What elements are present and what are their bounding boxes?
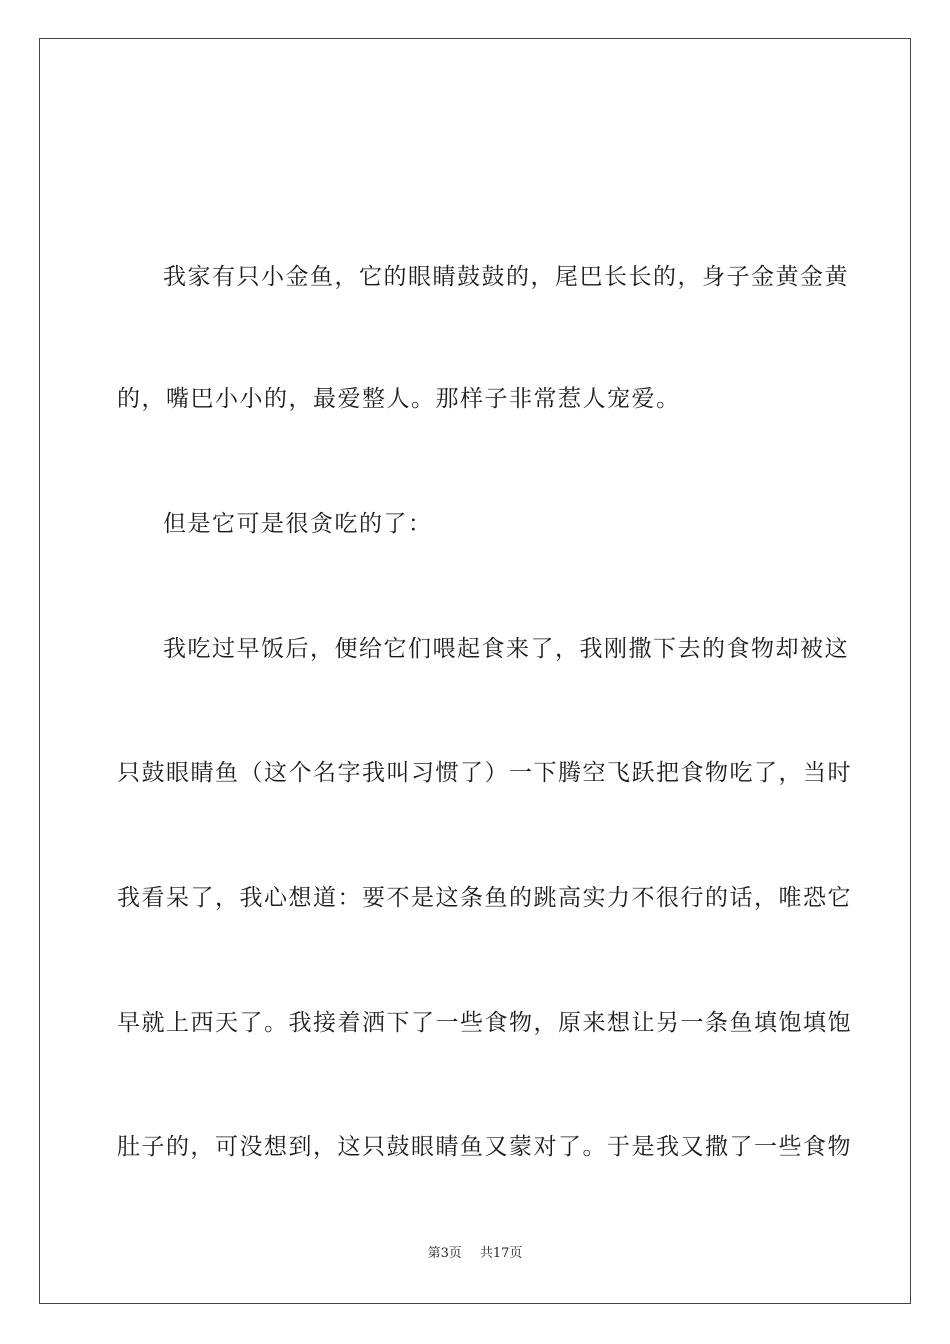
paragraph-3-line-4: 早就上西天了。我接着洒下了一些食物，原来想让另一条鱼填饱填饱 [117, 1010, 852, 1036]
paragraph-2-line-1: 但是它可是很贪吃的了： [163, 511, 433, 537]
page-footer [0, 1245, 950, 1263]
paragraph-3-line-2: 只鼓眼睛鱼（这个名字我叫习惯了）一下腾空飞跃把食物吃了，当时 [117, 760, 852, 786]
page-number: 第3页 [427, 1246, 462, 1261]
paragraph-3-line-1: 我吃过早饭后，便给它们喂起食来了，我刚撒下去的食物却被这 [163, 636, 849, 662]
paragraph-1-line-1: 我家有只小金鱼，它的眼睛鼓鼓的，尾巴长长的，身子金黄金黄 [163, 264, 849, 290]
page-total: 共17页 [479, 1246, 523, 1261]
page-border [39, 38, 911, 1304]
paragraph-3-line-5: 肚子的，可没想到，这只鼓眼睛鱼又蒙对了。于是我又撒了一些食物 [117, 1134, 852, 1160]
paragraph-1-line-2: 的，嘴巴小小的，最爱整人。那样子非常惹人宠爱。 [117, 386, 681, 412]
paragraph-3-line-3: 我看呆了，我心想道：要不是这条鱼的跳高实力不很行的话，唯恐它 [117, 885, 852, 911]
